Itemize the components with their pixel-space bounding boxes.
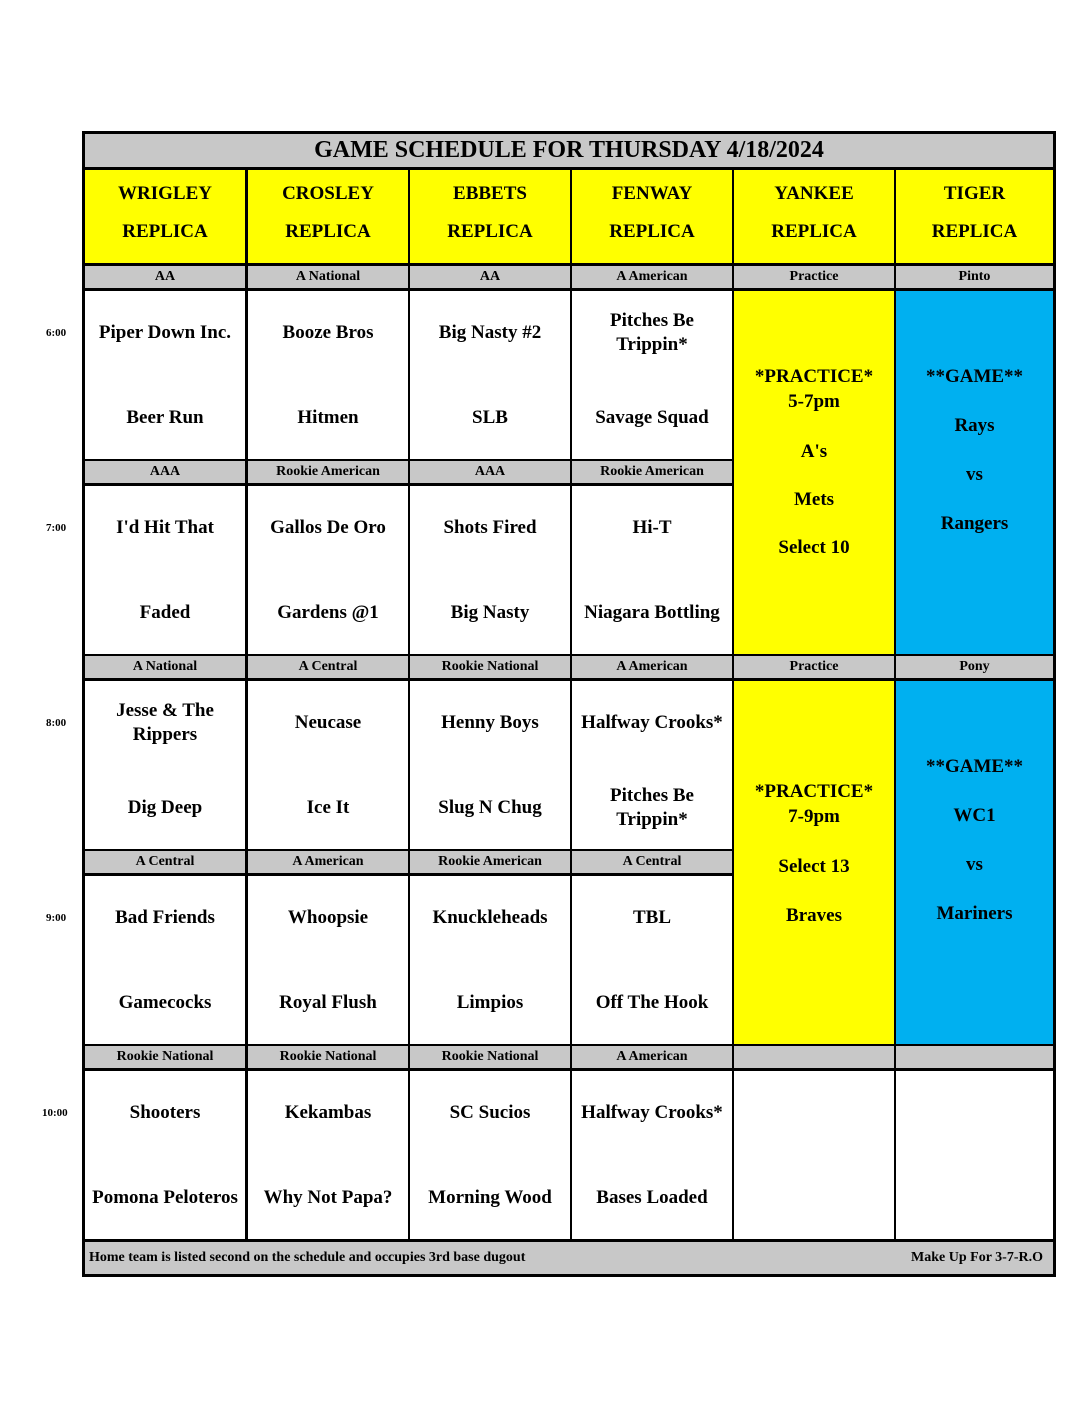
- division-label: Rookie American: [248, 461, 408, 483]
- away-team: Henny Boys: [441, 712, 539, 733]
- field-name: FENWAY: [611, 183, 693, 204]
- away-team: Big Nasty #2: [438, 322, 542, 343]
- field-subtitle: REPLICA: [771, 221, 857, 242]
- away-team: Halfway Crooks*: [581, 1102, 723, 1123]
- block-line: 5-7pm: [788, 391, 840, 412]
- game-cell: [572, 1071, 732, 1239]
- block-line: *PRACTICE*: [754, 366, 874, 387]
- division-label: Rookie National: [410, 1046, 570, 1068]
- game-cell: [248, 876, 408, 1044]
- block-line: A's: [800, 441, 828, 462]
- block-line: Mariners: [936, 903, 1013, 924]
- home-team: Pitches Be Trippin*: [610, 785, 694, 830]
- division-label: Rookie American: [572, 461, 732, 483]
- away-team: Halfway Crooks*: [581, 712, 723, 733]
- game-cell: [85, 1071, 245, 1239]
- division-label: Practice: [734, 656, 894, 678]
- block-line: Select 10: [778, 537, 850, 558]
- game-cell: [410, 681, 570, 849]
- game-cell: [85, 681, 245, 849]
- field-name: WRIGLEY: [118, 183, 212, 204]
- home-team: Hitmen: [297, 407, 359, 428]
- yankee-1-block: [734, 291, 894, 654]
- block-line: *PRACTICE*: [754, 781, 874, 802]
- away-team: SC Sucios: [449, 1102, 531, 1123]
- game-cell: [410, 486, 570, 654]
- away-team: Whoopsie: [287, 907, 369, 928]
- home-team: Morning Wood: [428, 1187, 552, 1208]
- away-team: Bad Friends: [115, 907, 215, 928]
- away-team: Kekambas: [284, 1102, 372, 1123]
- field-header-yankee: [734, 170, 894, 263]
- division-label: Rookie National: [85, 1046, 245, 1068]
- field-name: EBBETS: [453, 183, 527, 204]
- time-label: 7:00: [46, 522, 67, 534]
- empty-cell: [896, 1071, 1053, 1239]
- division-label: [734, 1046, 894, 1068]
- game-cell: [410, 291, 570, 459]
- block-line: 7-9pm: [788, 806, 840, 827]
- block-line: vs: [966, 854, 983, 875]
- division-label: AA: [410, 266, 570, 288]
- game-cell: [410, 876, 570, 1044]
- block-line: **GAME**: [925, 756, 1024, 777]
- block-line: **GAME**: [925, 366, 1024, 387]
- away-team: TBL: [632, 907, 672, 928]
- time-label: 9:00: [46, 912, 67, 924]
- away-team: Shots Fired: [443, 517, 537, 538]
- field-name: CROSLEY: [282, 183, 374, 204]
- block-line: Rays: [954, 415, 995, 436]
- field-header-fenway: [572, 170, 732, 263]
- division-label: A Central: [572, 851, 732, 873]
- home-team: Dig Deep: [127, 797, 203, 818]
- time-label: 10:00: [42, 1107, 68, 1119]
- division-label: Rookie National: [248, 1046, 408, 1068]
- game-cell: [248, 1071, 408, 1239]
- game-cell: [85, 486, 245, 654]
- game-cell: [410, 1071, 570, 1239]
- division-label: AA: [85, 266, 245, 288]
- page-title: GAME SCHEDULE FOR THURSDAY 4/18/2024: [85, 134, 1053, 167]
- game-cell: [572, 291, 732, 459]
- yankee-2-block: [734, 681, 894, 1044]
- game-cell: [572, 876, 732, 1044]
- home-team: Slug N Chug: [438, 797, 542, 818]
- home-team: SLB: [472, 407, 508, 428]
- division-label: A National: [85, 656, 245, 678]
- home-team: Off The Hook: [595, 992, 709, 1013]
- tiger-1-block: [896, 291, 1053, 654]
- home-team: Why Not Papa?: [263, 1187, 393, 1208]
- game-cell: [85, 291, 245, 459]
- division-label: Pinto: [896, 266, 1053, 288]
- division-label: AAA: [85, 461, 245, 483]
- away-team: Knuckleheads: [432, 907, 548, 928]
- division-label: Rookie National: [410, 656, 570, 678]
- game-cell: [248, 486, 408, 654]
- home-team: Niagara Bottling: [584, 602, 720, 623]
- block-line: WC1: [953, 805, 996, 826]
- away-team: Gallos De Oro: [270, 517, 386, 538]
- away-team: Booze Bros: [282, 322, 374, 343]
- game-cell: [572, 486, 732, 654]
- field-subtitle: REPLICA: [122, 221, 208, 242]
- home-team: Ice It: [306, 797, 350, 818]
- away-team: I'd Hit That: [116, 517, 214, 538]
- division-label: A Central: [248, 656, 408, 678]
- away-team: Neucase: [294, 712, 362, 733]
- tiger-2-block: [896, 681, 1053, 1044]
- division-label: A American: [572, 656, 732, 678]
- field-subtitle: REPLICA: [285, 221, 371, 242]
- home-team: Gamecocks: [118, 992, 212, 1013]
- division-label: A American: [248, 851, 408, 873]
- game-cell: [248, 291, 408, 459]
- game-cell: [248, 681, 408, 849]
- game-cell: [85, 876, 245, 1044]
- home-team: Gardens @1: [277, 602, 379, 623]
- field-header-ebbets: [410, 170, 570, 263]
- field-header-tiger: [896, 170, 1053, 263]
- empty-cell: [734, 1071, 894, 1239]
- division-label: A Central: [85, 851, 245, 873]
- away-team: Jesse & The Rippers: [116, 700, 214, 745]
- block-line: Mets: [793, 489, 835, 510]
- block-line: Select 13: [778, 856, 850, 877]
- home-team: Big Nasty: [450, 602, 530, 623]
- division-label: [896, 1046, 1053, 1068]
- footer-left: Home team is listed second on the schedule and occupies 3rd base dugout: [89, 1250, 526, 1265]
- division-label: AAA: [410, 461, 570, 483]
- home-team: Pomona Peloteros: [92, 1187, 238, 1208]
- field-name: TIGER: [943, 183, 1006, 204]
- field-subtitle: REPLICA: [931, 221, 1018, 242]
- game-cell: [572, 681, 732, 849]
- field-subtitle: REPLICA: [609, 221, 695, 242]
- home-team: Savage Squad: [595, 407, 709, 428]
- away-team: Piper Down Inc.: [98, 322, 232, 343]
- division-label: A National: [248, 266, 408, 288]
- home-team: Faded: [139, 602, 191, 623]
- away-team: Shooters: [129, 1102, 201, 1123]
- footer-right: Make Up For 3-7-R.O: [911, 1250, 1043, 1265]
- field-name: YANKEE: [774, 183, 854, 204]
- time-label: 8:00: [46, 717, 67, 729]
- home-team: Royal Flush: [279, 992, 377, 1013]
- home-team: Limpios: [456, 992, 524, 1013]
- division-label: A American: [572, 266, 732, 288]
- field-subtitle: REPLICA: [447, 221, 533, 242]
- field-header-crosley: [248, 170, 408, 263]
- division-label: A American: [572, 1046, 732, 1068]
- away-team: Pitches Be Trippin*: [610, 310, 694, 355]
- time-label: 6:00: [46, 327, 67, 339]
- home-team: Bases Loaded: [596, 1187, 708, 1208]
- schedule-table: [82, 131, 1056, 1277]
- division-label: Practice: [734, 266, 894, 288]
- footer-note: [85, 1242, 1053, 1274]
- field-header-wrigley: [85, 170, 245, 263]
- block-line: Braves: [786, 905, 842, 926]
- block-line: Rangers: [940, 513, 1009, 534]
- block-line: vs: [966, 464, 983, 485]
- home-team: Beer Run: [126, 407, 204, 428]
- division-label: Pony: [896, 656, 1053, 678]
- away-team: Hi-T: [632, 517, 672, 538]
- division-label: Rookie American: [410, 851, 570, 873]
